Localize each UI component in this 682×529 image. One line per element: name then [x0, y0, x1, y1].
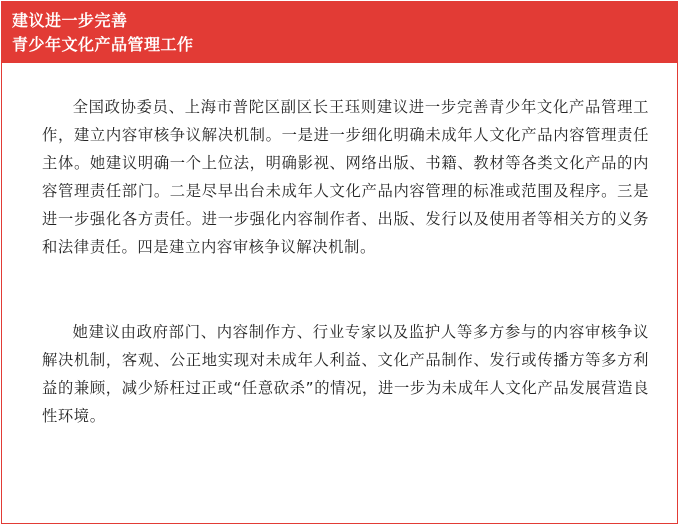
paragraph-2: 她建议由政府部门、内容制作方、行业专家以及监护人等多方参与的内容审核争议解决机制，客观、公正地实现对未成年人利益、文化产品制作、发行或传播方等多方利益的兼顾，减少矫枉过正或“任意砍杀”的情况，进一步为未成年人文化产品发展营造良性环境。 — [42, 323, 649, 425]
paragraph-1: 全国政协委员、上海市普陀区副区长王珏则建议进一步完善青少年文化产品管理工作，建立内容审核争议解决机制。一是进一步细化明确未成年人文化产品内容管理责任主体。她建议明确一个上位法，明确影视、网络出版、书籍、教材等各类文化产品的内容管理责任部门。二是尽早出台未成年人文化产品内容管理的标准或范围及程序。三是进一步强化各方责任。进一步强化内容制作者、出版、发行以及使用者等相关方的义务和法律责任。四是建立内容审核争议解决机制。 — [42, 98, 649, 256]
article-body — [2, 63, 677, 430]
title-line-2: 青少年文化产品管理工作 — [12, 35, 194, 54]
article-card — [1, 1, 678, 524]
title-line-1: 建议进一步完善 — [12, 11, 128, 30]
title-banner — [2, 2, 677, 63]
